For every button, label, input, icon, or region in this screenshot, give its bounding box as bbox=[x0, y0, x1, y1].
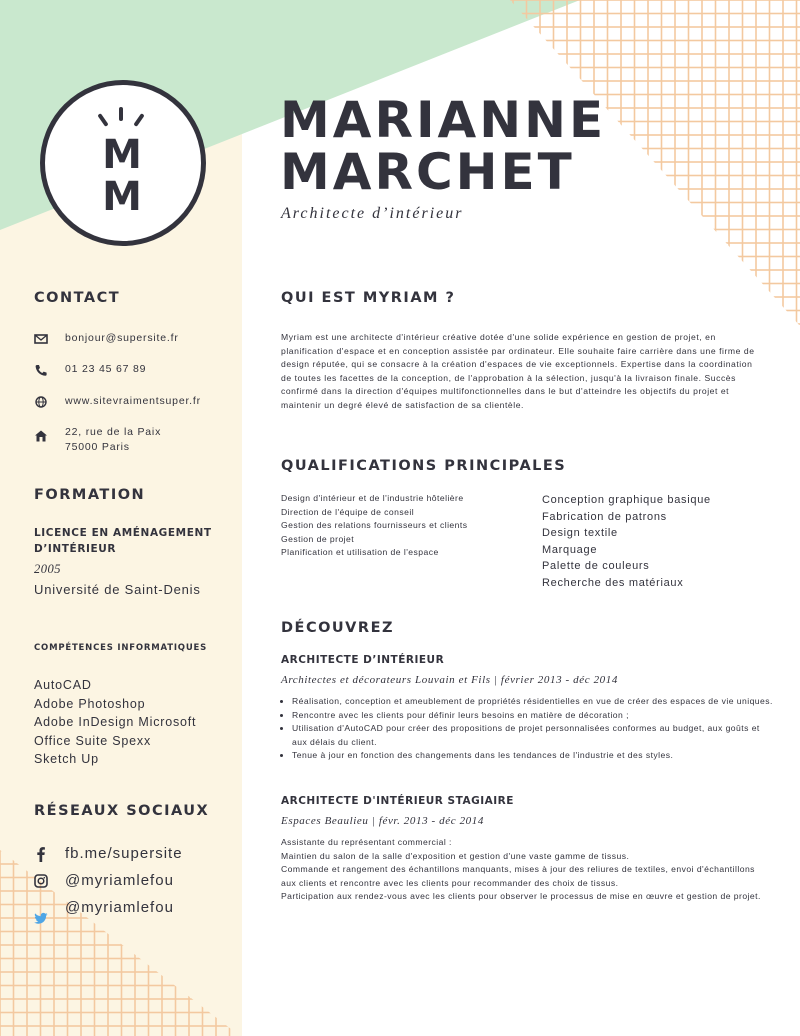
phone-icon bbox=[34, 364, 48, 376]
degree-line1: LICENCE EN AMÉNAGEMENT bbox=[34, 527, 212, 539]
job-bullets-1 bbox=[281, 695, 777, 763]
education-degree bbox=[34, 525, 234, 557]
list-item: Office Suite Spexx bbox=[34, 733, 151, 748]
qualifications-heading: QUALIFICATIONS PRINCIPALES bbox=[281, 458, 567, 474]
list-item: Commande et rangement des échantillons manquants, mises à jour des reliures de textiles, envoi d'échantillons aux clients et rencontre avec les clients pour recommander des choix de tissus. bbox=[281, 864, 755, 888]
list-item: Maintien du salon de la salle d'exposition et gestion d'une vaste gamme de tissus. bbox=[281, 850, 630, 861]
job-title-2: ARCHITECTE D'INTÉRIEUR STAGIAIRE bbox=[281, 795, 514, 807]
degree-line2: D’INTÉRIEUR bbox=[34, 543, 117, 555]
email-text: bonjour@supersite.fr bbox=[65, 332, 179, 344]
qualifications-list-right bbox=[542, 492, 711, 592]
education-year: 2005 bbox=[34, 562, 61, 576]
list-item: Adobe InDesign Microsoft bbox=[34, 715, 197, 730]
list-item: Direction de l'équipe de conseil bbox=[281, 506, 415, 517]
social-heading: RÉSEAUX SOCIAUX bbox=[34, 803, 210, 819]
list-item: Adobe Photoshop bbox=[34, 696, 146, 711]
list-item: • Réalisation, conception et ameublement de propriétés résidentielles en vue de créer des espaces de vie uniques. bbox=[292, 695, 777, 709]
list-item: Participation aux rendez-vous avec les clients pour observer le processus de mise en œuvre et gestion de projet. bbox=[281, 891, 761, 902]
envelope-icon bbox=[34, 333, 48, 345]
list-item: Gestion de projet bbox=[281, 533, 355, 544]
twitter-text: @myriamlefou bbox=[65, 899, 174, 916]
list-item: Gestion des relations fournisseurs et clients bbox=[281, 520, 468, 531]
about-paragraph: Myriam est une architecte d'intérieur créative dotée d'une solide expérience en gestion de projet, en planification d'espace et en conception assistée par ordinateur. Elle souhaite faire carrière dans une firme de design réputée, qui se consacre à la création d'espaces de vie exceptionnels. Expertise dans la coordination de toutes les facettes de la conception, de l'approbation à la sélection, jusqu'à la livraison finale. Succès confirmé dans la direction d'équipes multifonctionnelles dans le but d'atteindre les objectifs du projet et maintenir un degré élevé de satisfaction de sa clientèle. bbox=[281, 332, 755, 410]
computer-skills-heading: COMPÉTENCES INFORMATIQUES bbox=[34, 643, 208, 653]
list-item: Sketch Up bbox=[34, 752, 99, 767]
home-icon bbox=[34, 430, 48, 442]
qualifications-list-left bbox=[281, 492, 467, 560]
globe-icon bbox=[34, 396, 48, 408]
logo-ray-icon bbox=[119, 107, 123, 121]
list-item: • Utilisation d'AutoCAD pour créer des propositions de projet personnalisées conformes au budget, aux goûts et aux délais du client. bbox=[292, 722, 777, 749]
list-item: Assistante du représentant commercial : bbox=[281, 837, 452, 847]
list-item: Design d'intérieur et de l'industrie hôtelière bbox=[281, 493, 464, 503]
list-item: Planification et utilisation de l'espace bbox=[281, 547, 439, 558]
twitter-icon bbox=[34, 911, 48, 927]
facebook-icon bbox=[34, 846, 48, 862]
list-item: Fabrication de patrons bbox=[542, 510, 667, 523]
address-line2: 75000 Paris bbox=[65, 441, 130, 453]
education-heading: FORMATION bbox=[34, 487, 146, 503]
address-line1: 22, rue de la Paix bbox=[65, 426, 162, 438]
job-subtitle: Architecte d’intérieur bbox=[281, 205, 464, 222]
job-description-2 bbox=[281, 836, 766, 904]
facebook-text: fb.me/supersite bbox=[65, 845, 183, 862]
logo-letter-bottom: M bbox=[102, 174, 144, 220]
list-item: AutoCAD bbox=[34, 678, 92, 692]
contact-heading: CONTACT bbox=[34, 290, 121, 306]
last-name: MARCHET bbox=[280, 143, 575, 201]
about-heading: QUI EST MYRIAM ? bbox=[281, 290, 456, 306]
instagram-text: @myriamlefou bbox=[65, 872, 174, 889]
list-item: Design textile bbox=[542, 527, 618, 540]
candidate-name bbox=[280, 91, 607, 201]
instagram-icon bbox=[34, 873, 48, 889]
monogram-logo bbox=[40, 80, 206, 246]
first-name: MARIANNE bbox=[280, 91, 607, 149]
list-item: Palette de couleurs bbox=[542, 560, 650, 573]
computer-skills-list bbox=[34, 676, 196, 769]
experience-heading: DÉCOUVREZ bbox=[281, 620, 394, 636]
website-text: www.sitevraimentsuper.fr bbox=[65, 395, 201, 407]
education-school: Université de Saint-Denis bbox=[34, 582, 201, 597]
job-title-1: ARCHITECTE D’INTÉRIEUR bbox=[281, 654, 445, 666]
list-item: Conception graphique basique bbox=[542, 494, 711, 506]
list-item: Recherche des matériaux bbox=[542, 576, 684, 589]
phone-text: 01 23 45 67 89 bbox=[65, 363, 147, 375]
logo-letter-top: M bbox=[102, 132, 144, 178]
job-company-2: Espaces Beaulieu | févr. 2013 - déc 2014 bbox=[281, 815, 484, 827]
list-item: Marquage bbox=[542, 543, 598, 556]
list-item: • Rencontre avec les clients pour définir leurs besoins en matière de décoration ; bbox=[292, 709, 777, 723]
list-item: • Tenue à jour en fonction des changements dans les tendances de l'industrie et des styles. bbox=[292, 749, 777, 763]
address-text bbox=[65, 425, 161, 455]
logo-ray-icon bbox=[133, 113, 144, 127]
job-company-1: Architectes et décorateurs Louvain et Fils | février 2013 - déc 2014 bbox=[281, 674, 618, 686]
logo-ray-icon bbox=[97, 113, 108, 127]
